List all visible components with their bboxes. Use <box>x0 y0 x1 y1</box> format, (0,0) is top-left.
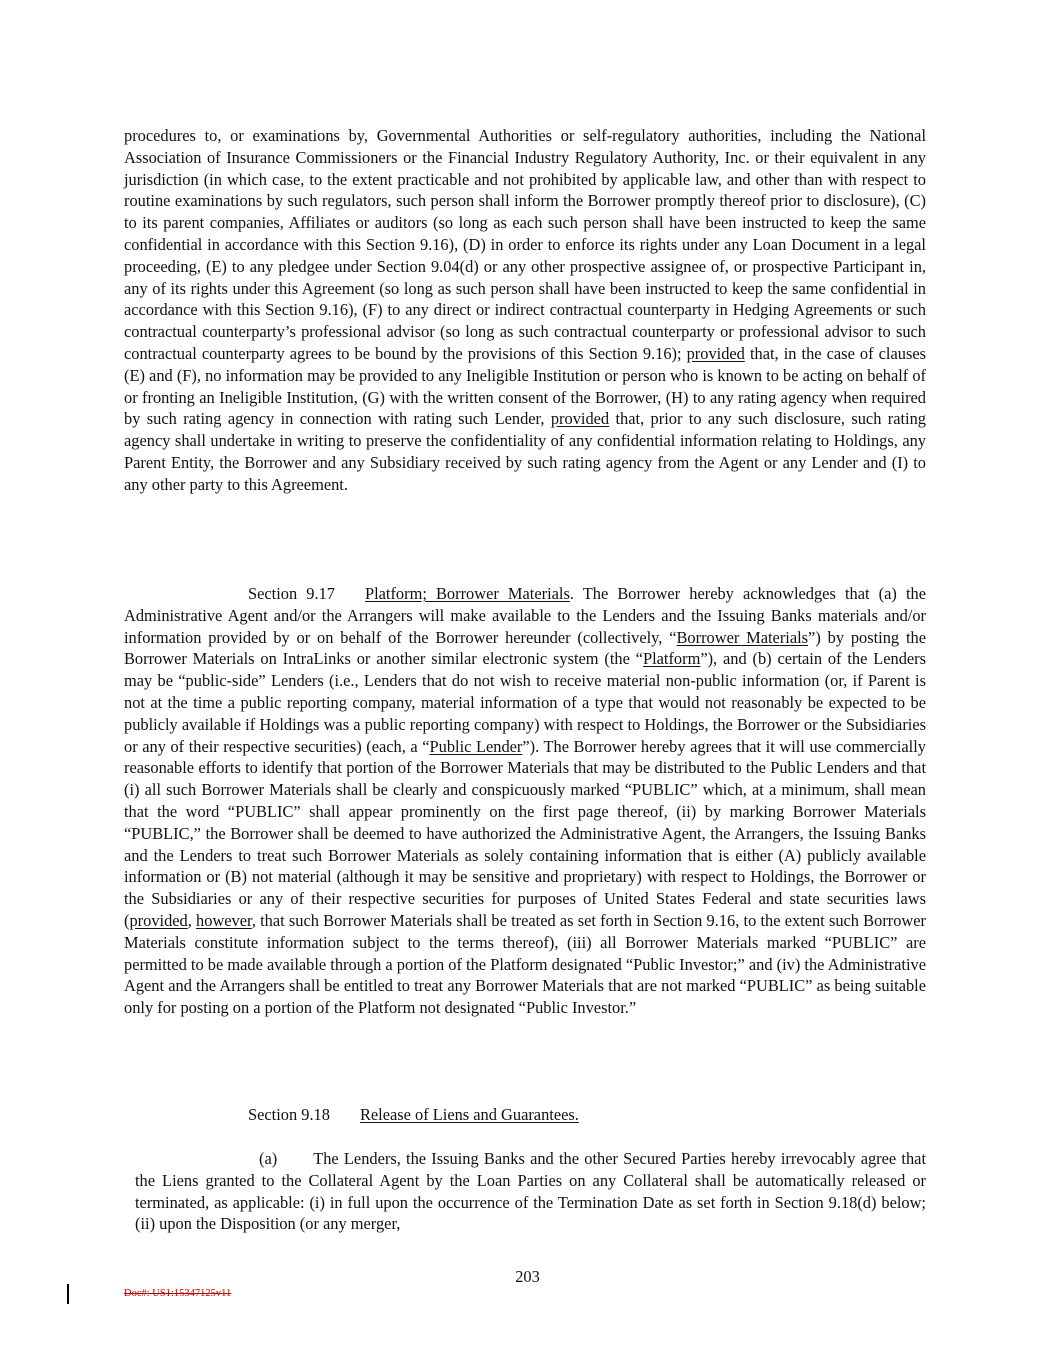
paragraph-confidentiality-continued <box>124 125 926 496</box>
defined-term-provided: provided <box>550 409 610 429</box>
paragraph-text: , <box>187 910 197 930</box>
paragraph-text: ”), and (b) certain of the Lenders may be “public-side” Lenders (i.e., Lenders that do not wish to receive material non-public information (or, if Parent is not at the time a public reporting company, material information of a type that would not reasonably be expected to be publicly available if Holdings was a public reporting company) with respect to Holdings, the Borrower or the Subsidiaries or any of their respective securities) (each, a “ <box>124 649 927 756</box>
paragraph-text: . The Borrower hereby acknowledges that (a) the Administrative Agent and/or the Arrangers will make available to the Lenders and the Issuing Banks materials and/or information provided by or on behalf of the Borrower hereunder (collectively, “ <box>124 584 926 647</box>
document-id: Doc#: US1:15347125v11 <box>124 1288 232 1299</box>
paragraph-text: ”). The Borrower hereby agrees that it will use commercially reasonable efforts to identify that portion of the Borrower Materials that may be distributed to the Public Lenders and that (i) all such Borrower Materials shall be clearly and conspicuously marked “PUBLIC” which, at a minimum, shall mean that the word “PUBLIC” shall appear prominently on the first page thereof, (ii) by marking Borrower Materials “PUBLIC,” the Borrower shall be deemed to have authorized the Administrative Agent, the Arrangers, the Issuing Banks and the Lenders to treat such Borrower Materials as solely containing information that is either (A) publicly available information or (B) not material (although it may be sensitive and proprietary) with respect to Holdings, the Borrower or the Subsidiaries or any of their respective securities for purposes of United States Federal and state securities laws ( <box>124 736 926 930</box>
paragraph-text: ”) by posting the Borrower Materials on IntraLinks or another similar electronic system (the “ <box>124 627 926 669</box>
defined-term-however: however <box>196 910 252 930</box>
section-number: Section 9.17 <box>248 584 335 603</box>
defined-term-public-lender: Public Lender <box>429 736 523 756</box>
heading-tab-gap <box>335 583 365 605</box>
defined-term-provided: provided <box>129 910 188 930</box>
paragraph-text: that, in the case of clauses (E) and (F), no information may be provided to any Ineligible Institution or person who is known to be acting on behalf of or fronting an Ineligible Institution, (G) with the written consent of the Borrower, (H) to any rating agency when required by such rating agency in connection with rating such Lender, <box>124 343 926 429</box>
defined-term-borrower-materials: Borrower Materials <box>676 627 809 647</box>
section-9-17 <box>124 583 926 1019</box>
section-heading: Release of Liens and Guarantees. <box>359 1105 579 1124</box>
paragraph-text: that, prior to any such disclosure, such rating agency shall undertake in writing to preserve the confidentiality of any confidential information relating to Holdings, any Parent Entity, the Borrower and any Subsidiary received by such rating agency from the Agent or any Lender and (I) to any other party to this Agreement. <box>124 409 927 494</box>
defined-term-platform: Platform <box>642 649 701 669</box>
section-number: Section 9.18 <box>248 1105 330 1124</box>
clause-text: The Lenders, the Issuing Banks and the other Secured Parties hereby irrevocably agree that the Liens granted to the Collateral Agent by the Loan Parties on any Collateral shall be automatically released or terminated, as applicable: (i) in full upon the occurrence of the Termination Date as set forth in Section 9.18(d) below; (ii) upon the Disposition (or any merger, <box>135 1149 926 1234</box>
clause-label: (a) <box>259 1149 278 1168</box>
heading-tab-gap <box>330 1104 360 1126</box>
clause-a <box>135 1148 926 1235</box>
section-9-18-heading <box>124 1104 926 1126</box>
defined-term-provided: provided <box>686 343 745 363</box>
paragraph-text: procedures to, or examinations by, Governmental Authorities or self-regulatory authorities, including the National Association of Insurance Commissioners or the Financial Industry Regulatory Authority, Inc. or their equivalent in any jurisdiction (in which case, to the extent practicable and not prohibited by applicable law, and other than with respect to routine examinations by such regulators, such person shall inform the Borrower promptly thereof prior to disclosure), (C) to its parent companies, Affiliates or auditors (so long as each such person shall have been instructed to keep the same confidential in accordance with this Section 9.16), (D) in order to enforce its rights under any Loan Document in a legal proceeding, (E) to any pledgee under Section 9.04(d) or any other prospective assignee of, or prospective Participant in, any of its rights under this Agreement (so long as such person shall have been instructed to keep the same confidential in accordance with this Section 9.16), (F) to any direct or indirect contractual counterparty in Hedging Agreements or such contractual counterparty’s professional advisor (so long as such contractual counterparty or professional advisor to such contractual counterparty agrees to be bound by the provisions of this Section 9.16); <box>124 126 926 363</box>
paragraph-text: , that such Borrower Materials shall be treated as set forth in Section 9.16, to the extent such Borrower Materials constitute information subject to the terms thereof), (iii) all Borrower Materials marked “PUBLIC” are permitted to be made available through a portion of the Platform designated “Public Investor;” and (iv) the Administrative Agent and the Arrangers shall be entitled to treat any Borrower Materials that are not marked “PUBLIC” as being suitable only for posting on a portion of the Platform not designated “Public Investor.” <box>124 910 926 1018</box>
page-number: 203 <box>515 1267 540 1286</box>
revision-change-bar <box>67 1284 69 1304</box>
section-heading: Platform; Borrower Materials <box>364 584 570 603</box>
